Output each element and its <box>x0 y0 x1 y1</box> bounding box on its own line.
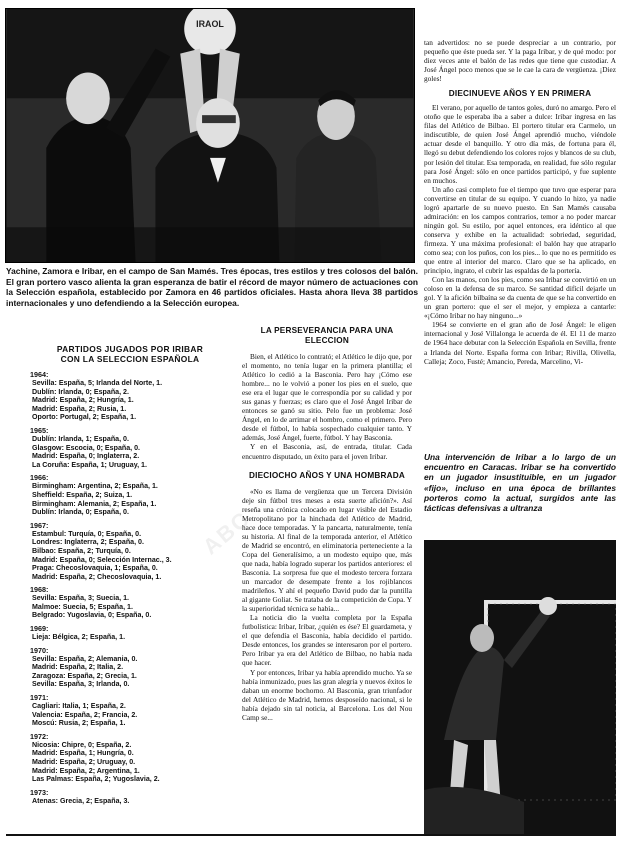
right-paragraph-1: El verano, por aquello de tantos goles, duró no amargo. Pero el otoño que le esperaba iba a saber a dulce: Iribar ingresa en las filas del Atlético de Bilbao. El portero titular era Carmelo, un indiscutible, de quien José Ángel aprendió mucho, viéndole actuar desde el banquillo. Y otro día más, de fortuna para él, llegó su debut defendiendo los colores rojos y blancos de su club, por lesión del titular. Esa temporada, en realidad, fue sólo regular para José Ángel: sólo en once partidos participó, y fue suplente en muchos. <box>424 103 616 185</box>
photo-illustration <box>6 9 414 262</box>
results-match: Birmingham: Alemania, 2; España, 1. <box>32 499 157 508</box>
middle-paragraph-1: Bien, el Atlético lo contrató; el Atlético le dijo que, por el momento, no tenía lugar en la primera plantilla; el Atlético lo cedió a la Basconia. Pero hay ¡Cómo ese hombre... no le volvió a poner los pies en el suelo, que ese era el lugar que le correspondía por su calidad y por sus ganas y fuerzas; es claro que el José Ángel Iribar de entonces se ganó su sitio. Pelo fue un problema: José Ángel, en lo de arrimar el hombro, como el primero. Pero desde el fútbol, lo había sospechado cualquier tanto. Y además, José Ángel, fuerte, fútbol. Y hay Basconia. <box>242 352 412 443</box>
results-match: Valencia: España, 2; Francia, 2. <box>32 710 138 719</box>
main-photo <box>5 8 415 263</box>
watermark: ABC <box>197 505 256 560</box>
goalkeeper-photo <box>424 540 616 836</box>
results-title-line2: CON LA SELECCION ESPAÑOLA <box>60 354 200 364</box>
results-year: 1972: <box>30 731 49 741</box>
right-paragraph-3: Con las manos, con los pies, como sea Iribar se convirtió en un coloso en la defensa de su marco. Se santidad difícil dejarle un gol. Y la afición bilbaína se da cuenta de que se ha convertido en un gran portero: que el ser el mejor, y empieza a cantarle: «¡Cómo Iribar no hay ninguno...» <box>424 275 617 321</box>
right-paragraph-0: tan advertidos: no se puede despreciar a un contrario, por pequeño que éste pueda ser. Y la paga Iribar, y de qué modo: por diez veces ante el balón de las redes que tiene que custodiar. A José Ángel poco menos que se le cae la cara de vergüenza. ¡Diez goles! <box>424 38 616 84</box>
results-match: Praga: Checoslovaquia, 1; España, 0. <box>32 564 158 573</box>
results-match: Estambul: Turquía, 0; España, 0. <box>32 529 142 538</box>
results-year: 1971: <box>30 693 49 703</box>
ball-label: IRAOL <box>196 18 224 29</box>
middle-paragraph-2: Y en el Basconia, así, de entrada, titular. Cada encuentro disputado, un éxito para el joven Iribar. <box>242 442 412 461</box>
results-match: Oporto: Portugal, 2; España, 1. <box>32 413 137 422</box>
heading-diecinueve: DIECINUEVE AÑOS Y EN PRIMERA <box>448 89 592 99</box>
results-year: 1966: <box>30 473 49 483</box>
results-title <box>30 344 230 364</box>
results-match: Madrid: España, 2; Uruguay, 0. <box>32 758 136 766</box>
middle-paragraph-5: Y por entonces, Iribar ya había aprendido mucho. Ya se había inmunizado, pues las gran alegría y nuevos éxitos le daban un enorme bochorno. Al Basconia, gran triunfador del Atlético de Madrid, hemos desposeído nacional, si le había dejado sin tal noticia, al Barcelona. Los del Nou Camp se... <box>242 667 412 722</box>
results-match: Belgrado: Yugoslavia, 0; España, 0. <box>32 611 152 620</box>
results-match: Sevilla: España, 3; Irlanda, 0. <box>32 680 130 689</box>
results-match: Madrid: España, 2; Argentina, 1. <box>32 766 140 775</box>
side-photo-caption: Una intervención de Iribar a lo largo de un encuentro en Caracas. Iribar se ha convertido en un jugador insustituible, en un jugador «fijo», incluso en una época de brillantes porteros como la actual, surgidos ante las tácticas defensivas a ultranza <box>424 452 616 514</box>
results-match: Sevilla: España, 3; Suecia, 1. <box>32 594 129 603</box>
heading-dieciocho: DIECIOCHO AÑOS Y UNA HOMBRADA <box>249 470 405 480</box>
results-year: 1968: <box>30 585 49 595</box>
heading-perseverancia-line2: ELECCION <box>305 336 349 345</box>
results-match: La Coruña: España, 1; Uruguay, 1. <box>32 460 147 469</box>
right-column <box>424 38 616 366</box>
results-match: Madrid: España, 1; Hungría, 0. <box>32 749 134 758</box>
results-match: Madrid: España, 2; Checoslovaquia, 1. <box>32 572 162 581</box>
results-match: Sheffield: España, 2; Suiza, 1. <box>32 490 133 499</box>
bottom-rule <box>6 834 616 836</box>
results-match: Moscú: Rusia, 2; España, 1. <box>32 719 126 728</box>
results-match: Nicosia: Chipre, 0; España, 2. <box>32 740 132 749</box>
heading-perseverancia-line1: LA PERSEVERANCIA PARA UNA <box>260 326 394 335</box>
results-match: Madrid: España, 2; Hungría, 1. <box>32 396 134 405</box>
right-paragraph-2: Un año casi completo fue el tiempo que tuvo que esperar para convertirse en titular de su equipo. Y cuando lo hizo, ya nadie logró apartarle de su nuevo puesto. En San Mamés causaba admiración: en los campos contrarios, temor a no poder marcar ningún gol. Su estilo, por aquel entonces, era idéntico al que conserva y exhibe en la actualidad: sobriedad, seguridad, firmeza. Y una máxima profesional: el balón hay que atraparlo como sea; con los puños, con los pies... lo que no es permitido es que entre al interior del marco. Claro que se ha aplicado, en principio, ingrato, el cubrir las espaldas de la portería. <box>424 184 616 276</box>
results-year: 1965: <box>30 425 49 435</box>
results-match: Lieja: Bélgica, 2; España, 1. <box>32 633 126 642</box>
results-match: Las Palmas: España, 2; Yugoslavia, 2. <box>32 775 160 784</box>
results-match: Sevilla: España, 5; Irlanda del Norte, 1. <box>32 379 163 387</box>
results-match: Madrid: España, 0; Selección Internac., 3. <box>32 555 172 564</box>
goalkeeper-illustration <box>424 540 616 836</box>
results-match: Dublín: Irlanda, 0; España, 2. <box>32 387 129 396</box>
results-match: Madrid: España, 2; Rusia, 1. <box>32 404 127 413</box>
results-year: 1970: <box>30 645 49 655</box>
results-year: 1969: <box>30 624 49 634</box>
results-match: Zaragoza: España, 2; Grecia, 1. <box>32 671 137 680</box>
results-match: Cagliari: Italia, 1; España, 2. <box>32 702 126 711</box>
middle-paragraph-3: «No es llama de vergüenza que un Tercera División deje sin fútbol tres meses a esta suerte afición?». Así reseña una crónica colocado en lugar visible del Estadio Metropolitano por la hinchada del Atlético de Madrid, hace doce temporadas. Y la pancarta, naturalmente, tenía su historia. Al final de la temporada anterior, el Atlético de Madrid se encontró, en eliminatoria perteneciente a la Copa del Generalísimo, a un modesto equipo que, más que nada, había logrado superar los partidos anteriores: el Basconia. La sorpresa fue que el modesto tercera forzara un marcador de desempate frente a los rojiblancos madrileños. Y ahí el pequeño David pudo dar la puntilla al gigante Goliat. Se trataba de la competición de Copa. Y la superioridad técnica se había... <box>242 486 412 614</box>
middle-paragraph-4: La noticia dio la vuelta completa por la España futbolística: Iribar, Iribar, ¿quién es ése? El guardameta, y el que defendía el Basconia, había decidido el partido. Desde entonces, los grandes se interesaron por el portero. Pero Iribar ya era del Atlético de Bilbao, no había nada que hacer. <box>242 613 412 668</box>
results-match: Madrid: España, 2; Italia, 2. <box>32 663 124 672</box>
results-match: Dublín: Irlanda, 1; España, 0. <box>32 434 129 443</box>
results-match: Sevilla: España, 2; Alemania, 0. <box>32 654 138 663</box>
results-match: Malmoe: Suecia, 5; España, 1. <box>32 602 133 611</box>
results-column <box>30 344 230 805</box>
middle-column <box>242 326 412 722</box>
results-match: Atenas: Grecia, 2; España, 3. <box>32 796 130 805</box>
results-list <box>30 370 230 805</box>
results-match: Madrid: España, 0; Inglaterra, 2. <box>32 452 140 461</box>
results-match: Londres: Inglaterra, 2; España, 0. <box>32 538 144 547</box>
results-match: Bilbao: España, 2; Turquía, 0. <box>32 546 131 555</box>
photo-caption: Yachine, Zamora e Iribar, en el campo de San Mamés. Tres épocas, tres estilos y tres colosos del balón. El gran portero vasco alienta la gran esperanza de batir el récord de mayor número de actuaciones con la Selección española, establecido por Zamora en 46 partidos oficiales. Hasta ahora lleva 38 partidos internacionales y uno defendiendo a la Selección europea. <box>6 266 418 308</box>
results-year: 1973: <box>30 787 49 797</box>
heading-perseverancia <box>242 326 412 346</box>
results-match: Birmingham: Argentina, 2; España, 1. <box>32 482 158 491</box>
results-match: Dublín: Irlanda, 0; España, 0. <box>32 508 129 517</box>
results-year: 1967: <box>30 520 49 530</box>
right-paragraph-4: 1964 se convierte en el gran año de José Ángel: le eligen internacional y José Villalonga le acuerda de él. El 11 de marzo de 1964 hace debutar con la Selección Española en Sevilla, frente a Irlanda del Norte. España forma con Iribar; Rivilla, Olivella, Calleja; Zoco, Fusté; Amancio, Pereda, Marcelino, Vi- <box>424 320 616 366</box>
results-title-line1: PARTIDOS JUGADOS POR IRIBAR <box>56 344 204 354</box>
results-match: Glasgow: Escocia, 0; España, 0. <box>32 443 141 452</box>
results-year: 1964: <box>30 370 49 379</box>
